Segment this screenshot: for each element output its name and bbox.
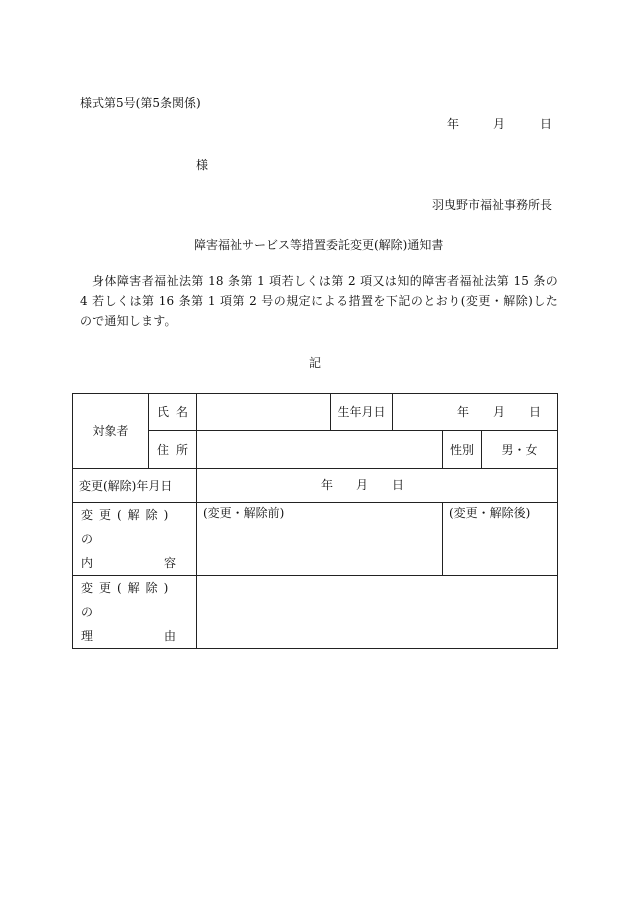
- after-label: (変更・解除後): [449, 506, 531, 520]
- content-label-top: 変更(解除)の: [81, 508, 175, 546]
- birthdate-value-cell[interactable]: [393, 394, 558, 431]
- before-change-cell[interactable]: [197, 503, 443, 576]
- before-label: (変更・解除前): [203, 506, 285, 520]
- content-label-cell: [73, 503, 197, 576]
- addressee-honorific: 様: [196, 158, 209, 172]
- ki-marker: 記: [309, 356, 322, 370]
- content-label-bottom-1: 内: [81, 556, 94, 570]
- form-number: 様式第5号(第5条関係): [80, 96, 201, 110]
- change-date-label-cell: [73, 469, 197, 503]
- issue-date-day: 日: [540, 117, 553, 131]
- birth-month: 月: [493, 405, 506, 419]
- reason-label-bottom-1: 理: [81, 629, 94, 643]
- body-paragraph: 身体障害者福祉法第 18 条第 1 項若しくは第 2 項又は知的障害者福祉法第 15 条の 4 若しくは第 16 条第 1 項第 2 号の規定による措置を下記のとおり(変更・解除)したので通知します。: [80, 274, 558, 328]
- change-day: 日: [392, 478, 405, 492]
- name-label-cell: [149, 394, 197, 431]
- subject-label: 対象者: [92, 424, 129, 438]
- reason-value-cell[interactable]: [197, 576, 558, 649]
- name-label-1: 氏: [157, 405, 170, 419]
- change-month: 月: [356, 478, 369, 492]
- address-label-2: 所: [175, 442, 188, 457]
- issue-date-month: 月: [493, 117, 506, 131]
- reason-label-bottom-2: 由: [163, 629, 176, 643]
- gender-options: 男・女: [501, 442, 538, 457]
- document-title: 障害福祉サービス等措置委託変更(解除)通知書: [194, 238, 444, 252]
- content-label-bottom-2: 容: [163, 556, 176, 570]
- name-value-cell[interactable]: [197, 394, 331, 431]
- reason-label-cell: [73, 576, 197, 649]
- address-label-cell: [149, 431, 197, 469]
- gender-label-cell: [443, 431, 482, 469]
- gender-value-cell[interactable]: [482, 431, 558, 469]
- name-label-2: 名: [175, 405, 188, 419]
- birthdate-label: 生年月日: [337, 405, 386, 419]
- issue-date-year: 年: [447, 117, 460, 131]
- address-label-1: 住: [157, 442, 170, 457]
- change-year: 年: [321, 478, 334, 492]
- reason-label-top: 変更(解除)の: [81, 581, 175, 619]
- birth-day: 日: [529, 405, 542, 419]
- issuer-name: 羽曳野市福祉事務所長: [432, 198, 553, 212]
- change-date-value-cell[interactable]: [197, 469, 558, 503]
- change-date-label: 変更(解除)年月日: [79, 478, 173, 493]
- birth-year: 年: [457, 405, 470, 419]
- body-text: [80, 271, 558, 331]
- subject-label-cell: [73, 394, 149, 469]
- birthdate-label-cell: [331, 394, 393, 431]
- notice-table: [72, 393, 558, 649]
- gender-label: 性別: [449, 442, 474, 457]
- address-value-cell[interactable]: [197, 431, 443, 469]
- after-change-cell[interactable]: [443, 503, 558, 576]
